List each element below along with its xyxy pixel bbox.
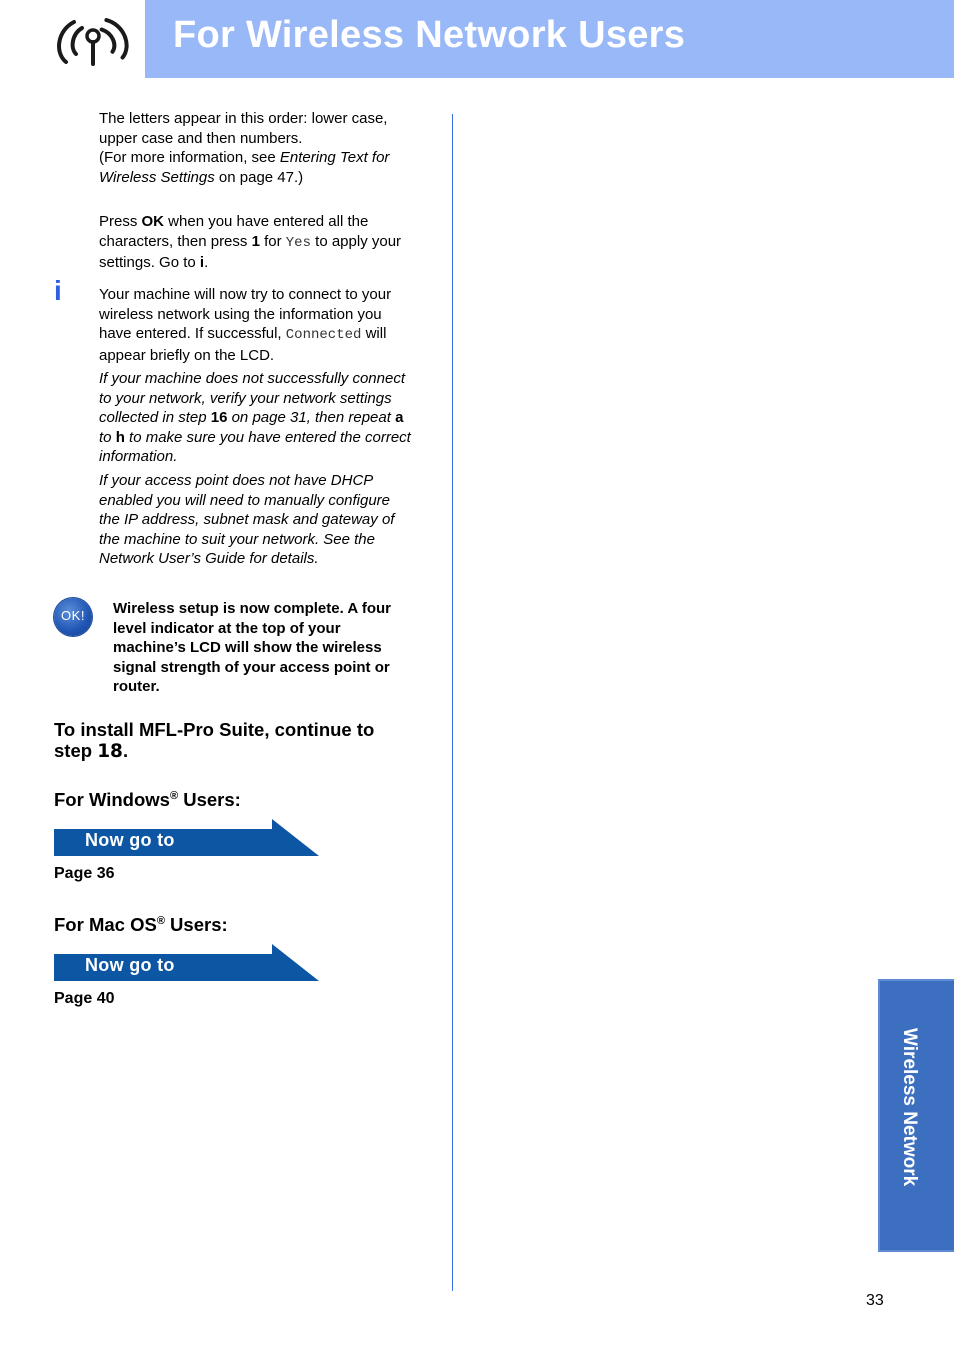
logo-area	[0, 0, 145, 78]
windows-page-reference[interactable]: Page 36	[54, 865, 115, 882]
mac-users-heading: For Mac OS® Users:	[54, 914, 228, 935]
dhcp-note: If your access point does not have DHCP enabled you will need to manually configure the IP address, subnet mask and gateway of the machine to suit your network. See the Network User’s Guide for details.	[99, 472, 395, 567]
install-heading: To install MFL-Pro Suite, continue to step 18.	[54, 719, 375, 762]
side-tab-wireless-network[interactable]	[878, 979, 954, 1252]
text-entry-order-paragraph: The letters appear in this order: lower case, upper case and then numbers. (For more information, see Entering Text for Wireless Settings on page 47.)	[99, 110, 390, 186]
header-band	[145, 0, 954, 78]
side-tab-label: Wireless Network	[899, 1028, 920, 1187]
wireless-antenna-icon	[52, 12, 134, 66]
page-number: 33	[866, 1292, 884, 1309]
connection-failure-note: If your machine does not successfully connect to your network, verify your network settings collected in step 16 on page 31, then repeat a to h to make sure you have entered the correct information.	[99, 370, 411, 465]
column-divider	[452, 114, 453, 1291]
press-ok-paragraph: Press OK when you have entered all the characters, then press 1 for Yes to apply your settings. Go to i.	[99, 213, 402, 271]
mac-page-reference[interactable]: Page 40	[54, 990, 115, 1007]
ok-badge-icon: OK!	[54, 598, 92, 636]
connect-step-paragraph: Your machine will now try to connect to your wireless network using the information you have entered. If successful, Connected will appear briefly on the LCD.	[99, 286, 392, 364]
step-letter-i: i	[54, 275, 62, 306]
page-title: For Wireless Network Users	[173, 14, 686, 56]
setup-complete-text: Wireless setup is now complete. A four level indicator at the top of your machine’s LCD will show the wireless signal strength of your access point or router.	[113, 600, 391, 695]
windows-users-heading: For Windows® Users:	[54, 789, 241, 810]
mac-now-go-to-button[interactable]: Now go to	[54, 944, 319, 981]
windows-now-go-to-button[interactable]: Now go to	[54, 819, 319, 856]
